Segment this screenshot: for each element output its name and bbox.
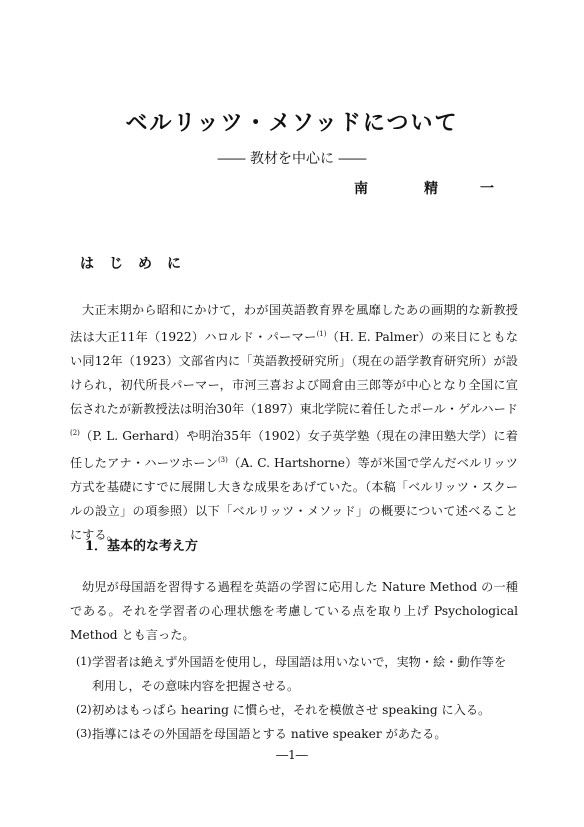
intro-paragraph	[70, 298, 518, 547]
list-item	[70, 698, 518, 722]
footnote-ref-2: (2)	[70, 429, 80, 438]
intro-text-part-2: （H. E. Palmer）の来日にともない同12年（1923）文部省内に「英語教授研究所」（現在の語学教育研究所）が設けられ，初代所長パーマー，市河三喜および岡倉由三郎等が中心となり全国に宣伝されたが新教授法は明治30年（1897）東北学院に着任したポール・ゲルハード	[70, 330, 518, 417]
list-item	[70, 650, 518, 698]
paper-title: ベルリッツ・メソッドについて	[125, 110, 459, 136]
paper-subtitle: ―― 教材を中心に ――	[217, 151, 367, 167]
intro-heading: はじめに	[80, 256, 196, 272]
author-char-3: 一	[480, 181, 494, 197]
footnote-ref-1: (1)	[316, 330, 327, 338]
list-item-text: 指導にはその外国語を母国語とする native speaker があたる。	[92, 727, 447, 741]
section-1-heading: 1．基本的な考え方	[85, 539, 199, 554]
intro-text-part-1: 大正末期から昭和にかけて，わが国英語教育界を風靡したあの画期的な新教授法は大正11年（1922）ハロルド・パーマー	[70, 303, 518, 345]
section-1-paragraph: 幼児が母国語を習得する過程を英語の学習に応用した Nature Method の一種である。それを学習者の心理状態を考慮している点を取り上げ Psychological Method とも言った。	[70, 580, 518, 642]
intro-text-part-4: （A. C. Hartshorne）等が米国で学んだベルリッツ方式を基礎にすでに展開し大きな成果をあげていた。（本稿「ベルリッツ・スクールの設立」の項参照）以下「ベルリッツ・メソッド」の概要について述べることにする。	[70, 456, 518, 543]
page-number: ―1―	[276, 748, 308, 762]
intro-body	[70, 298, 518, 547]
list-item-number: (2)	[76, 703, 92, 716]
list-item-text: 初めはもっぱら hearing に慣らせ，それを模倣させ speaking に入る。	[92, 703, 491, 717]
list-item	[70, 722, 518, 746]
list-item-text: 学習者は絶えず外国語を使用し，母国語は用いないで，実物・絵・動作等を利用し，その意味内容を把握させる。	[92, 655, 507, 693]
list-item-number: (3)	[76, 727, 92, 740]
footnote-ref-3: (3)	[217, 456, 228, 465]
author-char-2: 精	[424, 181, 438, 197]
author-char-1: 南	[354, 181, 368, 197]
list-item-number: (1)	[76, 655, 92, 668]
intro-text-part-3: （P. L. Gerhard）や明治35年（1902）女子英学塾（現在の津田塾大学）に着任したアナ・ハーツホーン	[70, 429, 518, 471]
section-1-body	[70, 575, 518, 647]
principle-list	[70, 650, 518, 746]
